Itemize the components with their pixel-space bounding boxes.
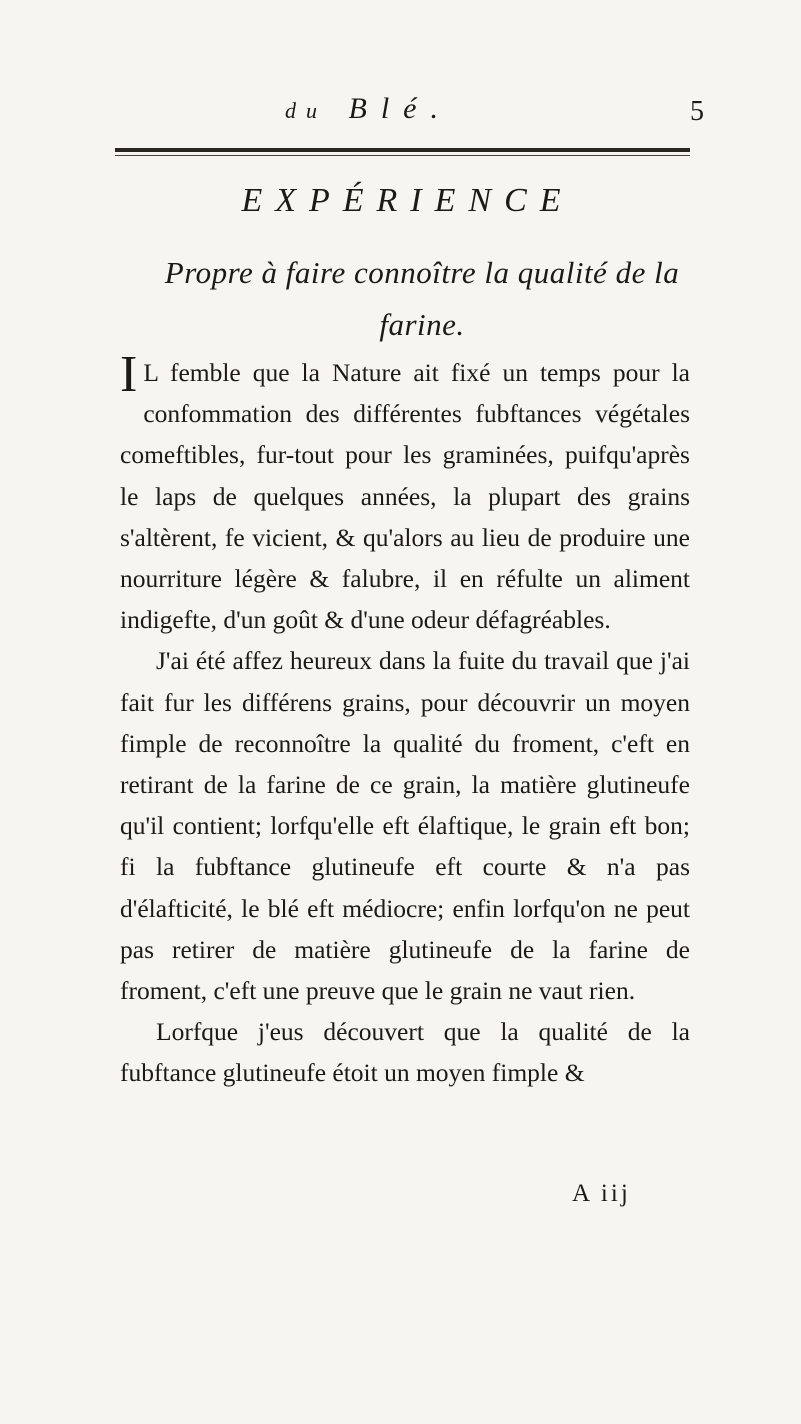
- header-rule: [115, 148, 690, 152]
- running-title-part1: du: [285, 98, 327, 123]
- section-subheading: Propre à faire connoître la qualité de la farine.: [164, 255, 680, 342]
- paragraph-2: J'ai été affez heureux dans la fuite du travail que j'ai fait fur les différens grains, pour découvrir un moyen fimple de reconnoître la qualité du froment, c'eft en retirant de la farine de ce grain, la matière glutineufe qu'il contient; lorfqu'elle eft élaftique, le grain eft bon; fi la fubftance glutineufe eft courte & n'a pas d'élafticité, le blé eft médiocre; enfin lorfqu'on ne peut pas retirer de matière glutineufe de la farine de froment, c'eft une preuve que le grain ne vaut rien.: [120, 646, 690, 1006]
- header-rule-thin: [115, 155, 690, 156]
- section-heading: EXPÉRIENCE: [241, 182, 574, 219]
- paragraph-3: Lorfque j'eus découvert que la qualité de la fubftance glutineufe étoit un moyen fimple &: [120, 1017, 690, 1088]
- body-text: [120, 346, 690, 1094]
- running-title: [285, 92, 452, 126]
- running-head: [0, 92, 801, 132]
- running-title-part2: Blé.: [348, 92, 452, 125]
- paragraph-1-text: L femble que la Nature ait fixé un temps pour la confommation des différentes fubftances végétales comeftibles, fur-tout pour les graminées, puifqu'après le laps de quelques années, la plupart des grains s'altèrent, fe vicient, & qu'alors au lieu de produire une nourriture légère & falubre, il en réfulte un aliment indigefte, d'un goût & d'une odeur défagréables.: [120, 358, 690, 635]
- signature-mark: A iij: [572, 1180, 631, 1207]
- dropcap: I: [120, 346, 138, 403]
- page-number: 5: [690, 96, 704, 127]
- paragraph-1: [120, 346, 690, 640]
